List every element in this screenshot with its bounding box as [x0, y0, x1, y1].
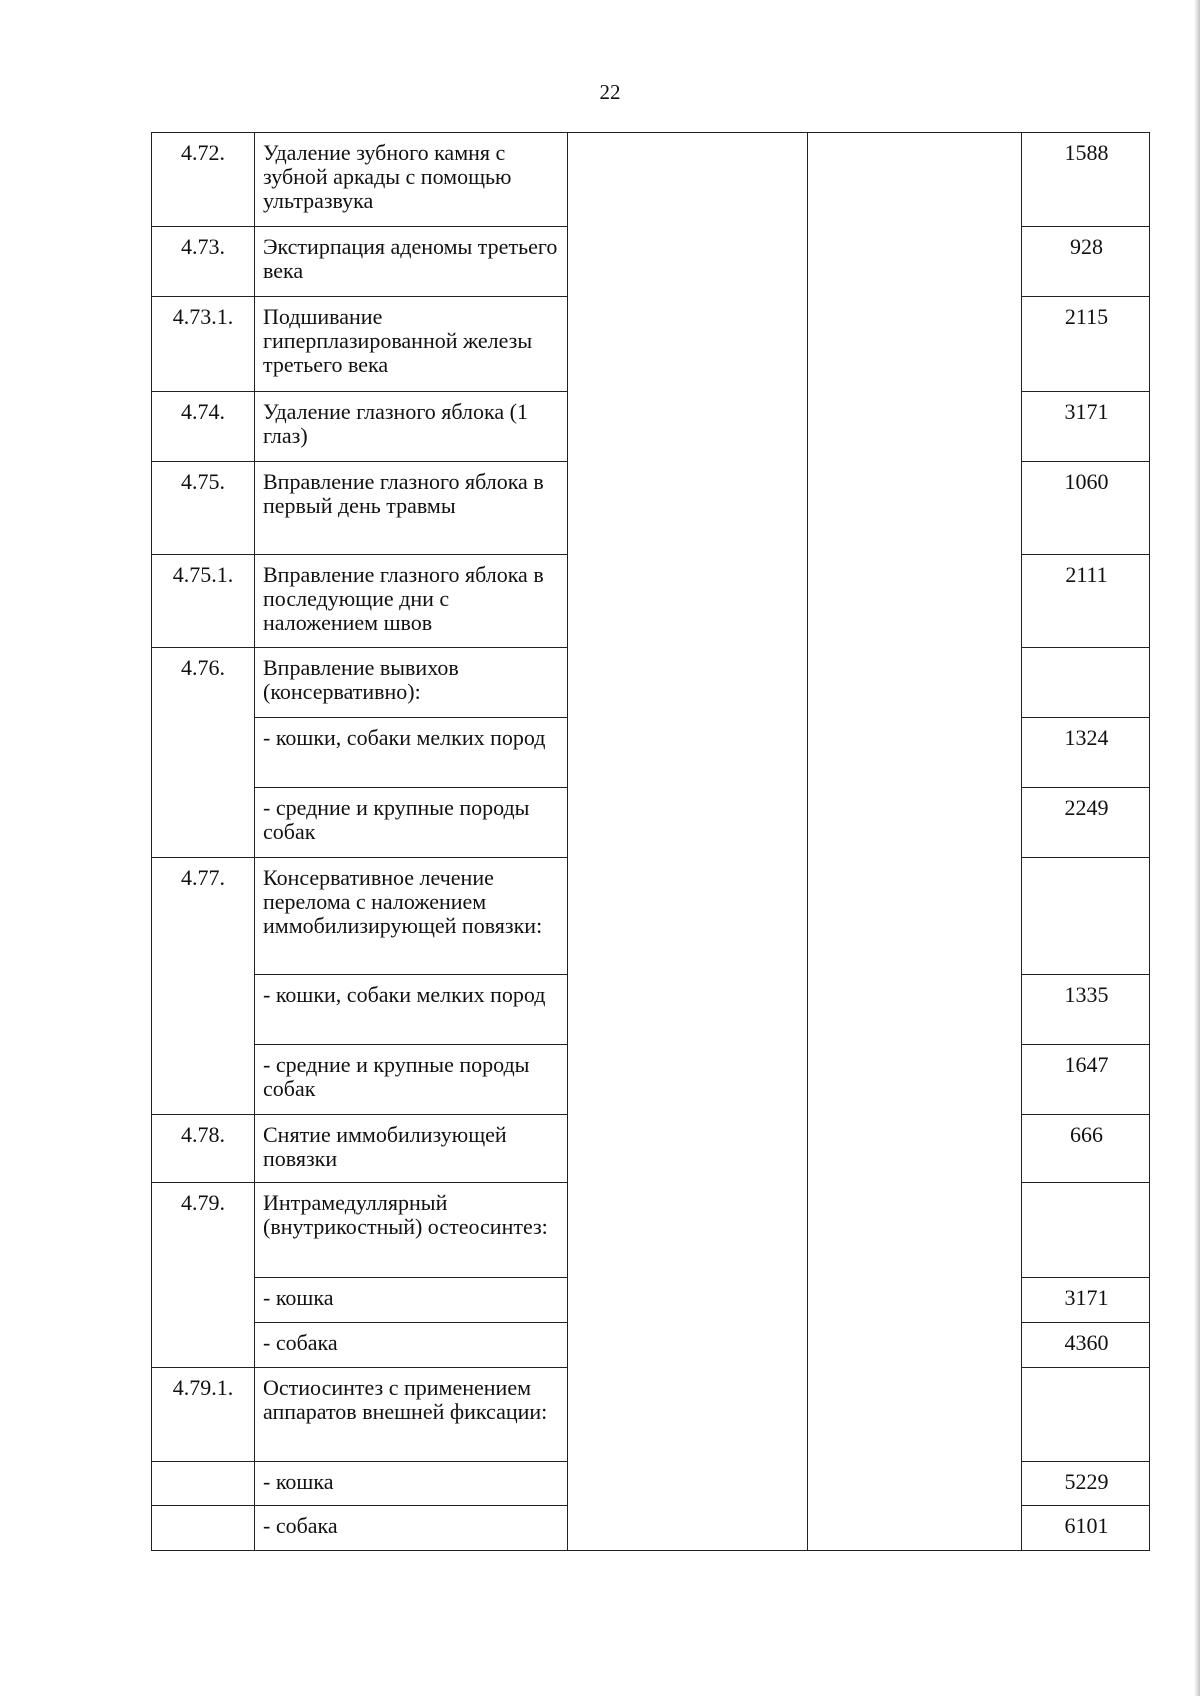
row-number: 4.72.: [152, 133, 255, 227]
price: 666: [1022, 1115, 1150, 1183]
row-number: 4.78.: [152, 1115, 255, 1183]
service-name: Вправление глазного яблока в первый день травмы: [255, 462, 568, 555]
row-number: 4.79.1.: [152, 1368, 255, 1462]
row-number: [152, 1462, 255, 1506]
price-table: [151, 132, 1150, 1551]
row-number: 4.74.: [152, 392, 255, 462]
scan-edge-shadow: [1194, 0, 1200, 1696]
service-name: - кошка: [255, 1462, 568, 1506]
service-name: Интрамедуллярный (внутрикостный) остеосинтез:: [255, 1183, 568, 1278]
price: [1022, 858, 1150, 975]
row-number: 4.76.: [152, 648, 255, 858]
row-number: 4.73.: [152, 227, 255, 297]
price: 5229: [1022, 1462, 1150, 1506]
service-name: - собака: [255, 1506, 568, 1551]
service-name: Снятие иммобилизующей повязки: [255, 1115, 568, 1183]
table-row: [152, 133, 1150, 227]
price: 1647: [1022, 1045, 1150, 1115]
empty-column-3: [568, 133, 808, 1551]
service-name: Подшивание гиперплазированной железы третьего века: [255, 297, 568, 392]
service-name: Удаление глазного яблока (1 глаз): [255, 392, 568, 462]
price: 1588: [1022, 133, 1150, 227]
price: 4360: [1022, 1323, 1150, 1368]
price: 2111: [1022, 555, 1150, 648]
service-name: Вправление глазного яблока в последующие дни с наложением швов: [255, 555, 568, 648]
service-name: Экстирпация аденомы третьего века: [255, 227, 568, 297]
row-number: 4.75.1.: [152, 555, 255, 648]
price: 2115: [1022, 297, 1150, 392]
row-number: [152, 1506, 255, 1551]
price: 1335: [1022, 975, 1150, 1045]
price: 3171: [1022, 1278, 1150, 1323]
empty-column-4: [808, 133, 1022, 1551]
price: [1022, 1368, 1150, 1462]
service-name: - кошки, собаки мелких пород: [255, 718, 568, 788]
page-number: 22: [599, 80, 621, 104]
service-name: Вправление вывихов (консервативно):: [255, 648, 568, 718]
service-name: - кошка: [255, 1278, 568, 1323]
row-number: 4.73.1.: [152, 297, 255, 392]
service-name: Остиосинтез с применением аппаратов внешней фиксации:: [255, 1368, 568, 1462]
service-name: Консервативное лечение перелома с наложением иммобилизирующей повязки:: [255, 858, 568, 975]
price: 1324: [1022, 718, 1150, 788]
price: 6101: [1022, 1506, 1150, 1551]
price: 2249: [1022, 788, 1150, 858]
price: [1022, 648, 1150, 718]
price: 928: [1022, 227, 1150, 297]
price: 3171: [1022, 392, 1150, 462]
row-number: 4.77.: [152, 858, 255, 1115]
service-name: - средние и крупные породы собак: [255, 1045, 568, 1115]
service-name: - средние и крупные породы собак: [255, 788, 568, 858]
service-name: Удаление зубного камня с зубной аркады с помощью ультразвука: [255, 133, 568, 227]
row-number: 4.79.: [152, 1183, 255, 1368]
price: [1022, 1183, 1150, 1278]
service-name: - собака: [255, 1323, 568, 1368]
price: 1060: [1022, 462, 1150, 555]
row-number: 4.75.: [152, 462, 255, 555]
service-name: - кошки, собаки мелких пород: [255, 975, 568, 1045]
